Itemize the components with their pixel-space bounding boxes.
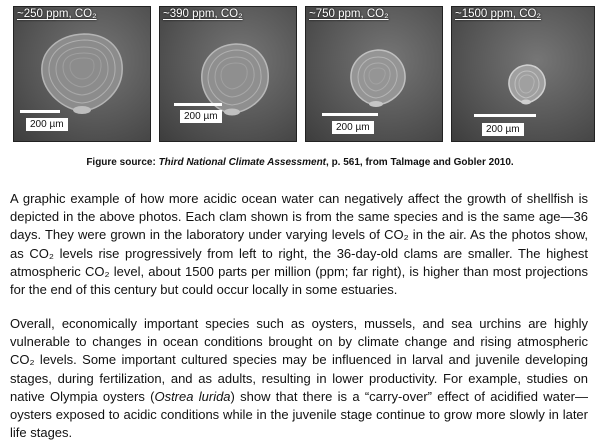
caption-suffix: , p. 561, from Talmage and Gobler 2010. (326, 157, 514, 168)
clam-photo-panels (13, 6, 593, 146)
body-paragraph-1: A graphic example of how more acidic ocean water can negatively affect the growth of shellfish is depicted in the above photos. Each clam shown is from the same species and is the same age—36 days. They were grown in the laboratory under varying levels of CO₂ in the air. As the photos show, as CO₂ levels rise progressively from left to right, the 36-day-old clams are smaller. The highest atmospheric CO₂ level, about 1500 parts per million (ppm; far right), is higher than most projections for the end of this century but could occur locally in some estuaries. (10, 191, 588, 298)
co2-level-label: ~1500 ppm, CO₂ (455, 8, 541, 20)
caption-prefix: Figure source: (86, 157, 159, 168)
scale-bar (20, 110, 60, 113)
scale-label: 200 µm (26, 118, 68, 131)
scale-bar (322, 113, 378, 116)
clam-photo-750ppm (305, 6, 443, 142)
co2-level-label: ~250 ppm, CO₂ (17, 8, 97, 20)
co2-level-label: ~390 ppm, CO₂ (163, 8, 243, 20)
scale-bar (474, 114, 536, 117)
paragraph2-text-before: Overall, economically important species such as oysters, mussels, and sea urchins are highly vulnerable to changes in ocean conditions brought on by climate change and rising atmospheric CO₂ levels. Some important cultured species may be influenced in larval and juvenile developing stages, during fertilization, and as adults, resulting in lower productivity. For example, studies on native Olympia oysters ( (10, 316, 588, 404)
caption-source-title: Third National Climate Assessment (158, 157, 327, 168)
clam-photo-250ppm (13, 6, 151, 142)
body-paragraph-2 (10, 315, 588, 442)
paragraph2-text-after: ) show that there is a “carry-over” effect of acidified water—oysters exposed to acidic conditions while in the juvenile stage continue to grow more slowly in later life stages. (10, 388, 589, 441)
scale-label: 200 µm (332, 121, 374, 134)
figure-caption (0, 157, 600, 168)
clam-shell-750ppm (306, 7, 442, 141)
species-name: Ostrea lurida (154, 388, 231, 404)
scale-bar (174, 103, 222, 106)
clam-shell-1500ppm (452, 7, 594, 141)
clam-photo-1500ppm (451, 6, 595, 142)
co2-level-label: ~750 ppm, CO₂ (309, 8, 389, 20)
scale-label: 200 µm (482, 123, 524, 136)
clam-photo-390ppm (159, 6, 297, 142)
scale-label: 200 µm (180, 110, 222, 123)
